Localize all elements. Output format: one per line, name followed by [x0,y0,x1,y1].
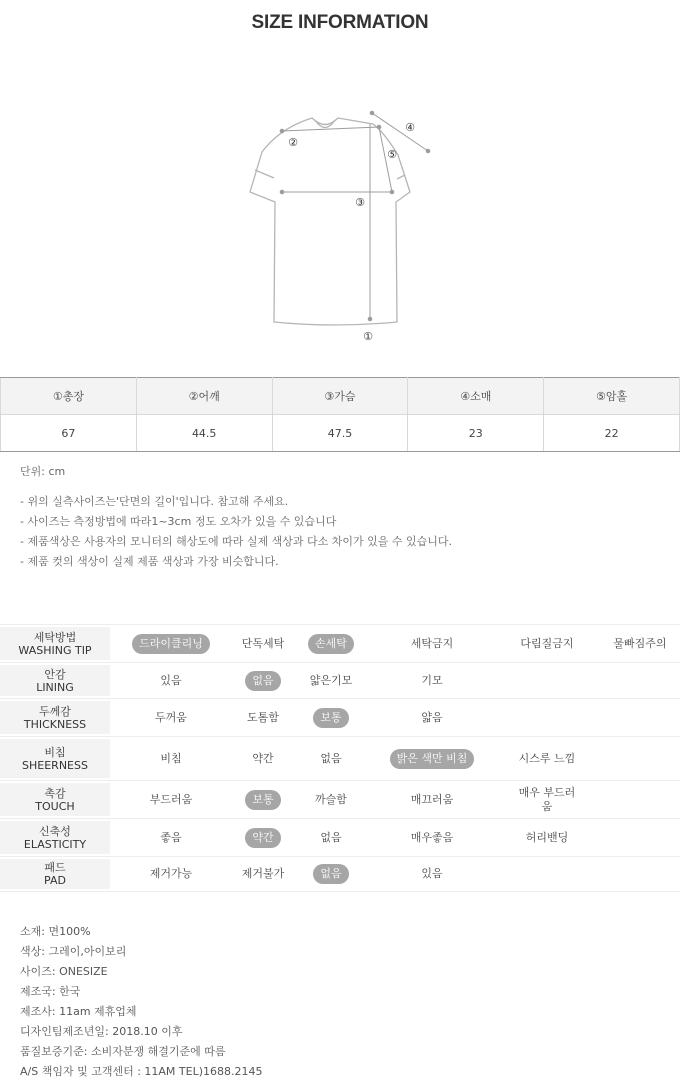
care-row [0,818,680,856]
size-table-value-row [1,415,680,452]
care-row [0,624,680,662]
size-header-shoulder: ②어깨 [136,378,272,415]
care-option-label: 매끄러움 [410,792,454,806]
care-option [301,819,361,856]
care-option-selected [301,699,361,736]
care-option-label: 단독세탁 [241,636,285,650]
care-option-label: 있음 [160,673,182,687]
size-value-length: 67 [1,415,137,452]
length-dot [368,317,372,321]
marker-2: ② [288,136,298,149]
care-option-label: 물빠짐주의 [613,636,667,650]
info-country: 제조국: 한국 [20,985,81,998]
care-option-label: 시스루 느낌 [518,751,576,765]
care-option [228,625,298,662]
care-label-ko: 비침 [44,745,66,759]
info-material: 소재: 면100% [20,925,91,938]
care-option-label: 세탁금지 [410,636,454,650]
care-row [0,856,680,892]
care-option-label: 약간 [245,828,280,848]
care-option [123,737,219,780]
care-option-label: 손세탁 [308,634,354,654]
size-value-shoulder: 44.5 [136,415,272,452]
care-option-label: 기모 [421,673,443,687]
size-header-sleeve: ④소매 [408,378,544,415]
info-manufacturer: 제조사: 11am 제휴업체 [20,1005,137,1018]
care-option [382,699,482,736]
care-option-label: 얇음 [421,710,443,724]
page-title: SIZE INFORMATION [251,12,429,33]
size-table-header-row [1,378,680,415]
info-color: 색상: 그레이,아이보리 [20,945,127,958]
care-option-label: 제거가능 [149,867,193,880]
care-option-label: 도톰함 [247,710,279,724]
care-label-en: PAD [44,874,66,887]
care-option-selected [382,737,482,780]
care-option [382,857,482,891]
care-option [602,625,678,662]
care-option [228,737,298,780]
tshirt-outline [250,118,410,325]
care-option [228,857,298,891]
marker-4: ④ [405,121,415,134]
shoulder-line [282,127,379,131]
care-option-selected [301,857,361,891]
note-line: - 위의 실측사이즈는'단면의 길이'입니다. 참고해 주세요. [20,495,289,508]
size-value-armhole: 22 [544,415,680,452]
care-label-ko: 두께감 [39,704,71,718]
fabric-care-table [0,624,680,894]
care-label-en: THICKNESS [23,717,87,731]
care-row-label [0,859,110,889]
size-header-length: ①총장 [1,378,137,415]
care-option [123,781,219,818]
care-label-en: SHEERNESS [22,758,88,772]
care-option [382,663,482,698]
care-option-label: 없음 [320,830,342,844]
marker-5: ⑤ [387,148,397,161]
care-option [508,819,586,856]
care-option-label: 매우좋음 [410,830,454,844]
size-value-sleeve: 23 [408,415,544,452]
care-option-label: 없음 [245,671,280,691]
size-value-chest: 47.5 [272,415,408,452]
marker-3: ③ [355,196,365,209]
care-label-en: LINING [36,680,74,694]
care-option [382,819,482,856]
care-option-selected [301,625,361,662]
care-option-label: 두꺼움 [155,710,187,724]
size-table [0,377,680,452]
care-option-label: 드라이클리닝 [132,634,210,654]
care-option-label: 없음 [313,864,348,884]
product-info [20,922,263,1082]
care-option-selected [228,819,298,856]
care-row-label [0,627,110,660]
care-option [123,663,219,698]
care-option [301,663,361,698]
care-label-ko: 세탁방법 [33,630,77,644]
care-option [382,781,482,818]
care-option [508,625,586,662]
care-option [301,737,361,780]
care-label-ko: 패드 [44,861,66,874]
unit-label: 단위: cm [20,465,66,478]
marker-1: ① [363,330,373,343]
care-option-label: 보통 [245,790,280,810]
tshirt-measurement-diagram [0,100,680,350]
care-row-label [0,701,110,734]
care-option [301,781,361,818]
care-label-en: TOUCH [35,799,75,813]
care-label-ko: 신축성 [39,824,71,838]
care-option [228,699,298,736]
info-size: 사이즈: ONESIZE [20,965,108,978]
note-line: - 제품 컷의 색상이 실제 제품 색상과 가장 비슷합니다. [20,555,279,568]
care-row-label [0,821,110,854]
care-option-selected [228,663,298,698]
care-option-label: 까슬함 [315,792,347,806]
note-line: - 제품색상은 사용자의 모니터의 해상도에 따라 실제 색상과 다소 차이가 있을 수 있습니다. [20,535,452,548]
care-option [123,699,219,736]
care-option-label: 제거불가 [241,867,285,880]
care-label-en: WASHING TIP [18,643,92,657]
care-option-label: 좋음 [160,830,182,844]
care-option-label: 약간 [252,751,274,765]
care-row [0,780,680,818]
care-row-label [0,739,110,778]
care-option [508,781,586,818]
info-customer-center: A/S 책임자 및 고객센터 : 11AM TEL)1688.2145 [20,1065,263,1078]
care-option-selected [123,625,219,662]
care-option-label: 매우 부드러움 [518,785,576,813]
care-row-label [0,783,110,816]
care-option-label: 보통 [313,708,348,728]
care-option-selected [228,781,298,818]
care-label-ko: 촉감 [44,786,66,800]
care-row-label [0,665,110,696]
care-row [0,736,680,780]
care-option-label: 밝은 색만 비침 [390,749,475,769]
care-option-label: 부드러움 [149,792,193,806]
care-option [123,857,219,891]
care-option [508,737,586,780]
note-line: - 사이즈는 측정방법에 따라1~3cm 정도 오차가 있을 수 있습니다 [20,515,337,528]
care-option-label: 없음 [320,751,342,765]
care-label-ko: 안감 [44,667,66,681]
care-option [382,625,482,662]
care-option-label: 있음 [421,867,443,880]
care-label-en: ELASTICITY [23,837,87,851]
size-header-chest: ③가슴 [272,378,408,415]
care-option-label: 얇은기모 [309,673,353,687]
size-header-armhole: ⑤암홀 [544,378,680,415]
info-warranty: 품질보증기준: 소비자분쟁 해결기준에 따름 [20,1045,226,1058]
care-row [0,662,680,698]
care-option-label: 허리밴딩 [525,830,569,844]
care-option [123,819,219,856]
care-row [0,698,680,736]
size-notes [20,462,452,572]
info-date: 디자인팀제조년일: 2018.10 이후 [20,1025,183,1038]
care-option-label: 비침 [160,751,182,765]
care-option-label: 다림질금지 [520,636,574,650]
